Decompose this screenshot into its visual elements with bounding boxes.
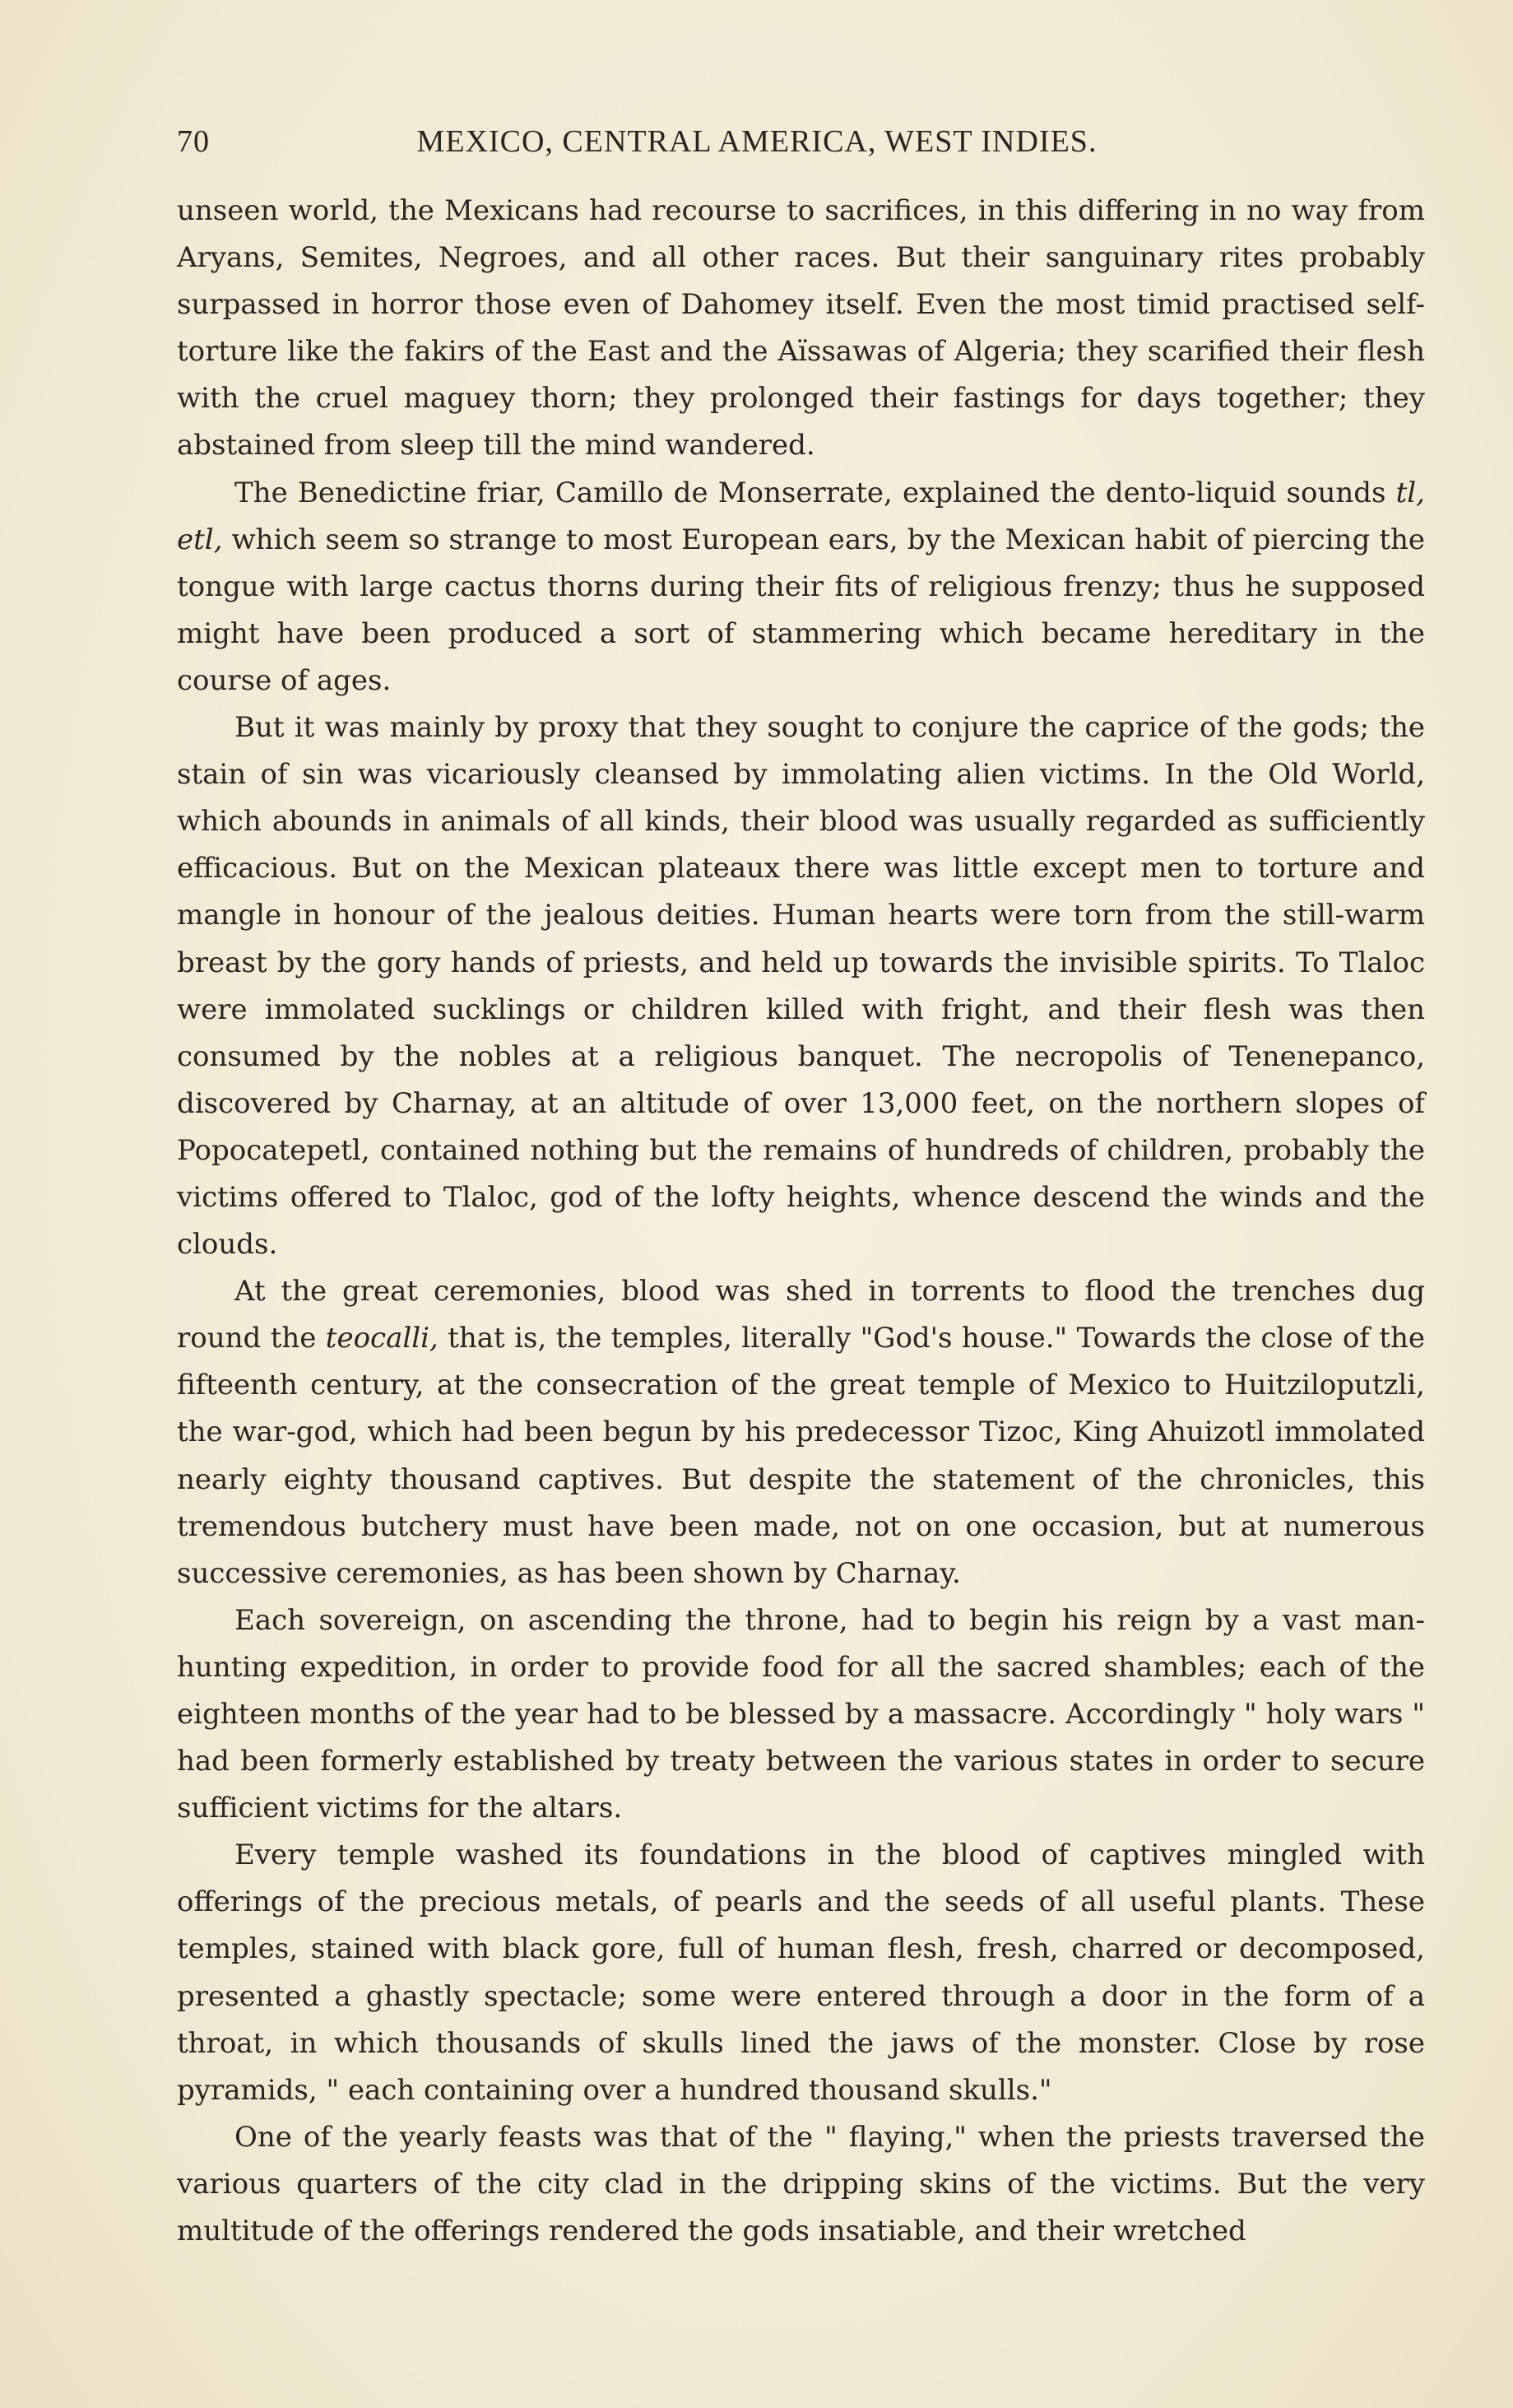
paragraph: [177, 470, 1425, 704]
paragraph: [177, 1832, 1425, 2114]
paragraph-text: unseen world, the Mexicans had recourse to sacrifices, in this differing in no way from Aryans, Semites, Negroes, and all other races. But their sanguinary rites probably surpassed in horror those even of Dahomey itself. Even the most timid practised self-torture like the fakirs of the East and the Aïssawas of Algeria; they scarified their flesh with the cruel maguey thorn; they prolonged their fastings for days together; they abstained from sleep till the mind wandered.: [177, 194, 1425, 463]
italic-term: teocalli,: [325, 1322, 439, 1355]
paragraph: [177, 704, 1425, 1268]
paragraph-text: The Benedictine friar, Camillo de Monserrate, explained the dento-liquid sounds: [234, 476, 1396, 509]
paragraph: [177, 1268, 1425, 1597]
paragraph-text: At the great ceremonies, blood was shed in torrents to flood the trenches dug round the: [177, 1275, 1425, 1355]
body-text: [177, 188, 1425, 2255]
paragraph-text: But it was mainly by proxy that they sought to conjure the caprice of the gods; the stain of sin was vicariously cleansed by immolating alien victims. In the Old World, which abounds in animals of all kinds, their blood was usually regarded as sufficiently efficacious. But on the Mexican plateaux there was little except men to torture and mangle in honour of the jealous deities. Human hearts were torn from the still-warm breast by the gory hands of priests, and held up towards the invisible spirits. To Tlaloc were immolated sucklings or children killed with fright, and their flesh was then consumed by the nobles at a religious banquet. The necropolis of Tenenepanco, discovered by Charnay, at an altitude of over 13,000 feet, on the northern slopes of Popocatepetl, contained nothing but the remains of hundreds of children, probably the victims offered to Tlaloc, god of the lofty heights, whence descend the winds and the clouds.: [177, 711, 1425, 1262]
paragraph-text: One of the yearly feasts was that of the " flaying," when the priests traversed the various quarters of the city clad in the dripping skins of the victims. But the very multitude of the offerings rendered the gods insatiable, and their wretched: [177, 2120, 1425, 2248]
page-number: 70: [177, 124, 210, 159]
paragraph-text: that is, the temples, literally "God's house." Towards the close of the fifteenth century, at the consecration of the great temple of Mexico to Huitziloputzli, the war-god, which had been begun by his predecessor Tizoc, King Ahuizotl immolated nearly eighty thousand captives. But despite the statement of the chronicles, this tremendous butchery must have been made, not on one occasion, but at numerous successive ceremonies, as has been shown by Charnay.: [177, 1322, 1425, 1590]
paragraph: [177, 1597, 1425, 1832]
paragraph: [177, 2114, 1425, 2255]
paragraph: [177, 188, 1425, 470]
page-header: [177, 123, 1337, 165]
paragraph-text: which seem so strange to most European ears, by the Mexican habit of piercing the tongue with large cactus thorns during their fits of religious frenzy; thus he supposed might have been produced a sort of stammering which became hereditary in the course of ages.: [177, 523, 1425, 697]
italic-term: tl, etl,: [177, 476, 1425, 556]
paragraph-text: Each sovereign, on ascending the throne, had to begin his reign by a vast man-hunting expedition, in order to provide food for all the sacred shambles; each of the eighteen months of the year had to be blessed by a massacre. Accordingly " holy wars " had been formerly established by treaty between the various states in order to secure sufficient victims for the altars.: [177, 1603, 1425, 1825]
paragraph-text: Every temple washed its foundations in the blood of captives mingled with offerings of the precious metals, of pearls and the seeds of all useful plants. These temples, stained with black gore, full of human flesh, fresh, charred or decomposed, presented a ghastly spectacle; some were entered through a door in the form of a throat, in which thousands of skulls lined the jaws of the monster. Close by rose pyramids, " each containing over a hundred thousand skulls.": [177, 1839, 1425, 2107]
running-head: MEXICO, CENTRAL AMERICA, WEST INDIES.: [416, 124, 1098, 159]
